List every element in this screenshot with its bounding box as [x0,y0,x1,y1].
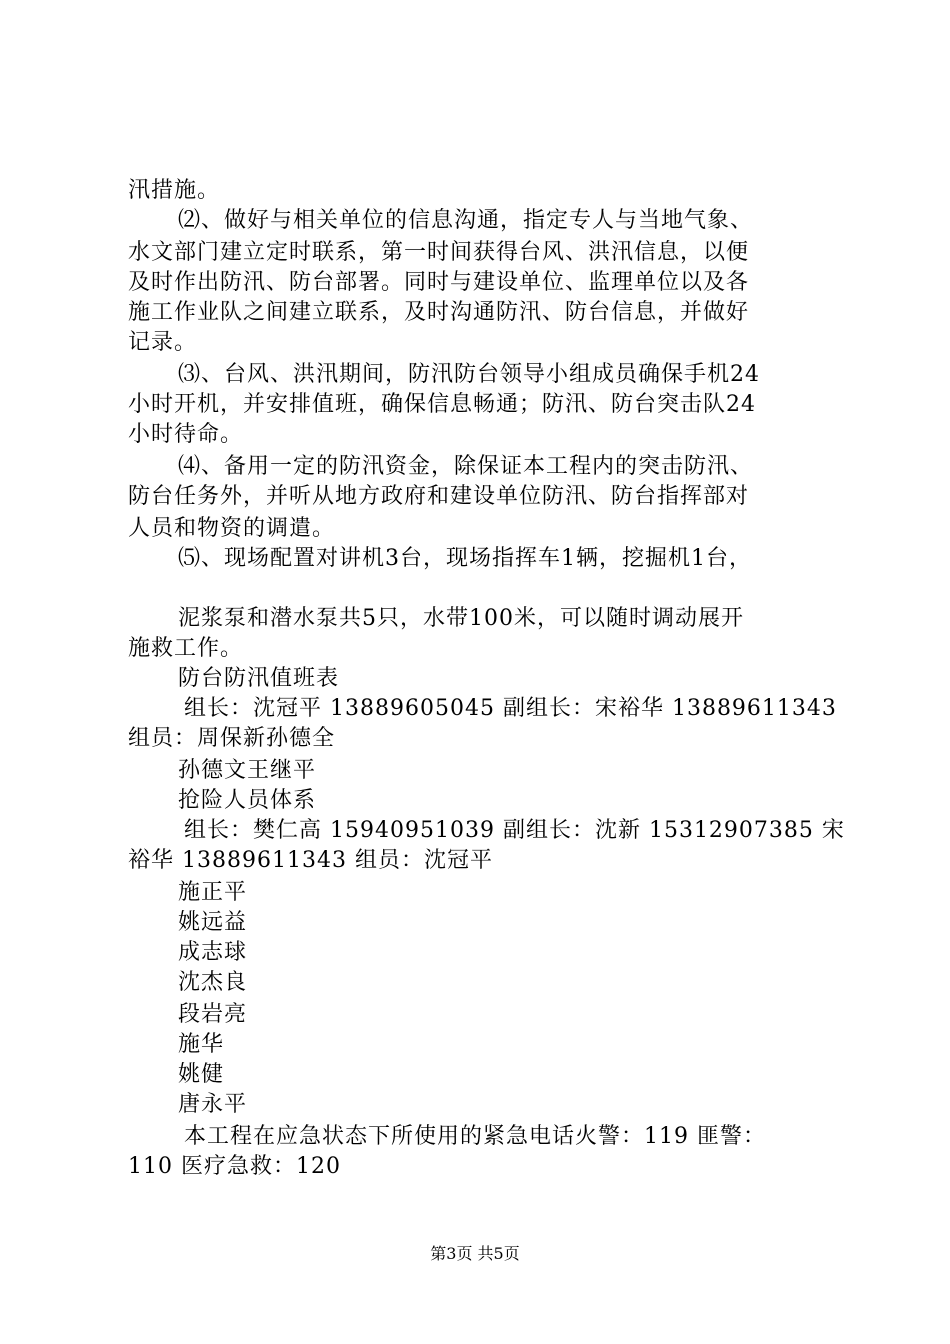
text-line: 防台任务外，并听从地方政府和建设单位防汛、防台指挥部对 [128,484,750,509]
member-name: 段岩亮 [178,1002,248,1027]
text-line: 组长：沈冠平 13889605045 副组长：宋裕华 13889611343 [184,696,837,721]
member-name: 施华 [178,1032,225,1057]
member-name: 施正平 [178,880,248,905]
emergency-phones-line: 本工程在应急状态下所使用的紧急电话火警：119 匪警： [184,1124,766,1149]
text-line: 小时待命。 [128,422,244,447]
text-line: 水文部门建立定时联系，第一时间获得台风、洪汛信息，以便 [128,240,750,265]
page-number-footer: 第3页 共5页 [430,1244,520,1263]
text-line: 孙德文王继平 [178,758,317,783]
text-line: 施工作业队之间建立联系，及时沟通防汛、防台信息，并做好 [128,300,750,325]
text-line: ⑵、做好与相关单位的信息沟通，指定专人与当地气象、 [178,208,754,233]
text-line: ⑶、台风、洪汛期间，防汛防台领导小组成员确保手机24 [178,362,760,387]
text-line: 组长：樊仁高 15940951039 副组长：沈新 15312907385 宋 [184,818,845,843]
member-name: 姚远益 [178,910,248,935]
text-line: 泥浆泵和潜水泵共5只，水带100米，可以随时调动展开 [178,606,744,631]
text-line: 组员：周保新孙德全 [128,726,336,751]
emergency-phones-line: 110 医疗急救：120 [128,1154,341,1179]
text-line: 裕华 13889611343 组员：沈冠平 [128,848,493,873]
member-name: 沈杰良 [178,970,248,995]
text-line: ⑸、现场配置对讲机3台，现场指挥车1辆，挖掘机1台， [178,546,752,571]
text-line: 及时作出防汛、防台部署。同时与建设单位、监理单位以及各 [128,270,750,295]
text-line: 人员和物资的调遣。 [128,516,336,541]
text-line: 小时开机，并安排值班，确保信息畅通；防汛、防台突击队24 [128,392,756,417]
member-name: 唐永平 [178,1092,248,1117]
member-name: 姚健 [178,1062,225,1087]
rescue-team-heading: 抢险人员体系 [178,788,317,813]
text-line: 施救工作。 [128,636,244,661]
text-line: 汛措施。 [128,178,221,203]
text-line: 记录。 [128,330,198,355]
member-name: 成志球 [178,940,248,965]
duty-table-heading: 防台防汛值班表 [178,666,340,691]
text-line: ⑷、备用一定的防汛资金，除保证本工程内的突击防汛、 [178,454,754,479]
